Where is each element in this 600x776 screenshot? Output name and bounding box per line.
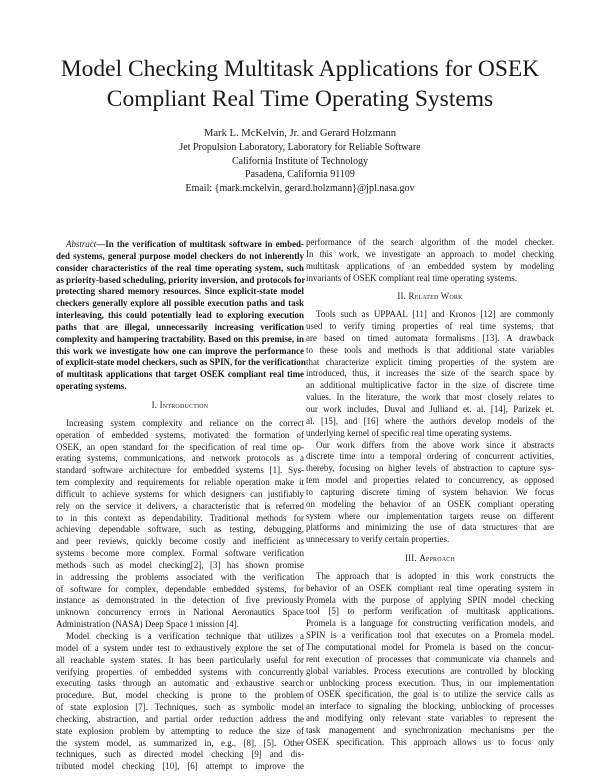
intro-continued-paragraph [306,237,554,284]
text-line: unknown concurrency errors in National Aeronautics Space [56,607,304,618]
text-line: Promela with the purpose of applying SPIN model checking [306,594,554,605]
intro-paragraph-1 [56,418,304,631]
text-line: Tools such as UPPAAL [11] and Kronos [12] are commonly [316,309,554,320]
abstract-line: paths that are illegal, unnecessarily increasing verification [56,321,304,332]
text-line: OSEK specification. This approach allows us to focus only [306,736,554,747]
text-line: techniques, such as directed model checking [9] and dis- [56,749,304,760]
abstract-line: of explicit-state model checkers, such as SPIN, for the verification [56,357,306,368]
city: Pasadena, California 91109 [245,169,355,181]
paper-title [40,54,560,114]
text-line: unnecessary to verify certain properties. [306,534,450,545]
abstract-line: complexity and hampering tractability. Based on this premise, in [56,333,304,344]
text-line: of state explosion [7]. Techniques, such as symbolic model [56,702,304,713]
abstract-line: interleaving, this could potentially lead to exploring execution [56,310,304,321]
abstract-line: ded systems, general purpose model checkers do not inherently [56,250,304,261]
abstract-line: as priority-based scheduling, priority inversion, and protocols for [56,274,306,285]
text-line: tem model and properties related to concurrency, as opposed [306,475,554,486]
text-line: Increasing system complexity and reliance on the correct [66,417,304,428]
approach-paragraph-1 [306,571,554,749]
text-line: that characterize explicit timing properties of the system are [306,356,554,367]
abstract-line: of multitask applications that target OSEK compliant real time [56,369,304,380]
text-line: platforms and minimizing the use of data structures that are [306,522,554,533]
text-line: methods such as model checking[2], [3] has shown promise [56,559,304,570]
text-line: of software for complex, dependable embedded systems, for [56,583,304,594]
institution: California Institute of Technology [231,155,369,167]
abstract-line: this work we investigate how one can improve the performance [56,345,304,356]
text-line: Administration (NASA) Deep Space 1 mission [4]. [56,619,239,630]
intro-paragraph-2 [56,631,304,773]
text-line: to in this context as dependability. Traditional methods for [56,512,304,523]
text-line: achieving dependable software, such as testing, debugging, [56,524,304,535]
text-line: behavior of an OSEK compliant real time operating system in [306,582,554,593]
text-line: rely on the service it delivers, a characteristic that is referred [56,500,304,511]
text-line: The approach that is adopted in this work constructs the [316,570,554,581]
text-line: discrete time into a temporal ordering of concurrent activities, [306,451,554,462]
related-paragraph-2 [306,440,554,547]
text-line: In this work, we investigate an approach to model checking [306,248,554,259]
title-line: Model Checking Multitask Applications for OSEK [60,56,540,82]
text-line: tributed model checking [10], [6] attempt to improve the [56,761,304,772]
text-line: operation of embedded systems, motivated the formation of [56,429,304,440]
right-column [306,237,554,749]
text-line: to capturing discrete timing of system behavior. We focus [306,486,554,497]
text-line: or unblocking process execution. Thus, in our implementation [306,677,554,688]
text-line: our work includes, Duval and Julliand et. al. [14], Parizek et. [306,403,554,414]
text-line: an additional multiplicative factor in the size of discrete time [306,380,554,391]
text-line: erating systems, communications, and network protocols as a [56,453,304,464]
abstract [56,239,304,393]
section-heading-approach: III. Approach [405,553,455,564]
text-line: system where our implementation targets reuse on different [306,510,554,521]
text-line: task management and synchronization mechanisms per the [306,724,554,735]
text-line: state explosion problem by attempting to reduce the size of [56,725,304,736]
abstract-line: Abstract—In the verification of multitask software in embed- [66,239,304,249]
left-column [56,239,304,773]
text-line: used to verify timing properties of real time systems, that [306,321,554,332]
text-line: underlying kernel of specific real time operating systems. [306,427,512,438]
text-line: Promela is a language for constructing verification models, and [306,618,554,629]
text-line: performance of the search algorithm of the model checker. [306,237,554,247]
text-line: standard software architecture for embedded systems [1]. Sys- [56,465,304,476]
affiliation: Jet Propulsion Laboratory, Laboratory for Reliable Software [179,142,421,154]
email: Email: {mark.mckelvin, gerard.holzmann}@jpl.nasa.gov [185,182,415,194]
text-line: invariants of OSEK compliant real time operating systems. [306,272,517,283]
abstract-line: checkers generally explore all possible execution paths and task [56,298,304,309]
abstract-line: consider characteristics of the real time operating system, such [56,262,304,273]
author-names: Mark L. McKelvin, Jr. and Gerard Holzmann [203,128,397,139]
text-line: al. [15], and [16] where the authors develop models of the [306,415,554,426]
text-line: are based on timed automata formalisms [13]. A drawback [306,332,554,343]
text-line: introduced, thus, it increases the size of the search space by [306,368,554,379]
author-block [0,127,600,195]
text-line: instance as demonstrated in the detection of five previously [56,595,304,606]
text-line: thereby, focusing on higher levels of abstraction to capture sys- [306,463,554,474]
text-line: and peer reviews, quickly become costly and inefficient as [56,536,304,547]
text-line: to these tools and methods is that additional state variables [306,344,554,355]
text-line: all reachable system states. It has been particularly useful for [56,654,304,665]
abstract-line: protecting shared memory resources. Since explicit-state model [56,286,304,297]
text-line: tool [5] to perform verification of multitask applications. [306,606,554,617]
text-line: an interface to signaling the blocking, unblocking of processes [306,701,554,712]
text-line: checking, abstraction, and partial order reduction address the [56,713,304,724]
text-line: The computational model for Promela is based on the concur- [306,642,554,652]
text-line: tem complexity and requirements for reliable operation make it [56,477,304,488]
text-line: global variables. Process executions are controlled by blocking [306,665,554,676]
text-line: model of a system under test to exhaustively explore the set of [56,642,304,653]
text-line: executing tasks through an automatic and exhaustive search [56,678,304,689]
text-line: values. In the literature, the work that most closely relates to [306,392,554,403]
section-heading-introduction: I. Introduction [151,399,209,410]
text-line: SPIN is a verification tool that executes on a Promela model. [306,630,554,641]
abstract-label: Abstract [66,239,97,249]
text-line: on modeling the behavior of an OSEK compliant operating [306,498,554,509]
abstract-line: operating systems. [56,381,127,392]
text-line: OSEK, an open standard for the specification of real time op- [56,441,304,452]
text-line: and modifying only relevant state variables to represent the [306,713,554,724]
text-line: systems become more complex. Formal software verification [56,548,304,559]
section-heading-related-work: II. Related Work [397,291,463,302]
text-line: Model checking is a verification technique that utilizes a [66,631,304,641]
text-line: verifying properties of embedded systems with concurrently [56,666,304,677]
text-line: in addressing the problems associated with the verification [56,571,304,582]
text-line: procedure. But, model checking is prone to the problem [56,690,304,701]
text-line: Our work differs from the above work since it abstracts [316,439,554,450]
text-line: of OSEK specification, the goal is to utilize the service calls as [306,689,554,700]
title-line: Compliant Real Time Operating Systems [106,86,494,112]
text-line: multitask applications of an embedded system by modeling [306,260,554,271]
related-paragraph-1 [306,309,554,439]
text-line: rent execution of processes that communicate via channels and [306,653,554,664]
text-line: the system model, as summarized in, e.g., [8], [5]. Other [56,737,304,748]
text-line: difficult to achieve systems for which designers can justifiably [56,488,304,499]
